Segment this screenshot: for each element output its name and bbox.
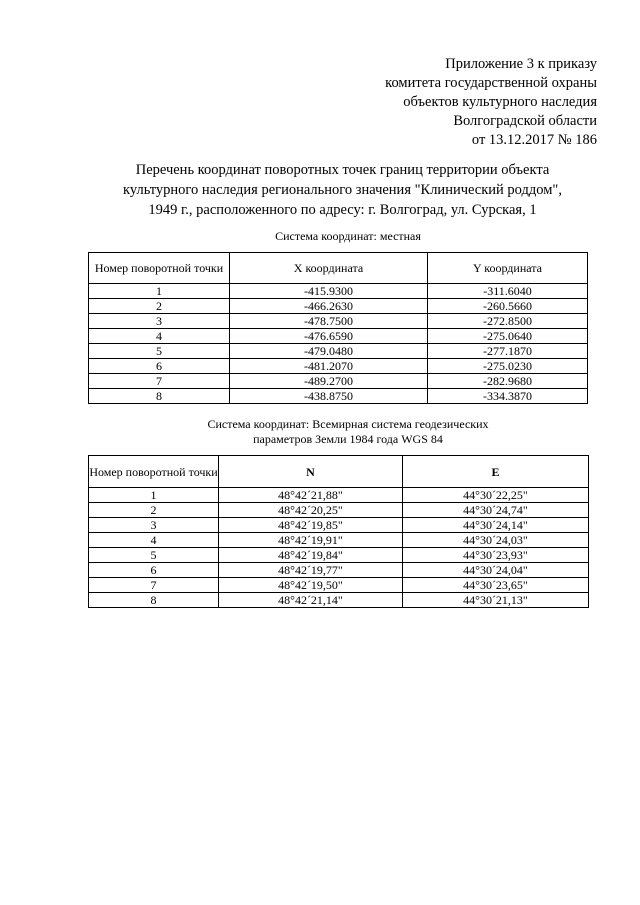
appendix-line: комитета государственной охраны bbox=[385, 75, 597, 91]
cell-point-number: 7 bbox=[89, 578, 219, 593]
cell-n: 48°42´19,84" bbox=[219, 548, 403, 563]
cell-point-number: 1 bbox=[89, 284, 230, 299]
cell-e: 44°30´24,14" bbox=[403, 518, 589, 533]
title-line: культурного наследия регионального значения "Клинический роддом", bbox=[123, 182, 562, 198]
cell-y: -260.5660 bbox=[428, 299, 588, 314]
table-row bbox=[89, 359, 588, 374]
cell-point-number: 6 bbox=[89, 359, 230, 374]
cell-n: 48°42´19,77" bbox=[219, 563, 403, 578]
appendix-header bbox=[385, 55, 597, 150]
table-header-row bbox=[89, 456, 589, 488]
cell-e: 44°30´23,65" bbox=[403, 578, 589, 593]
cell-e: 44°30´24,74" bbox=[403, 503, 589, 518]
table-row bbox=[89, 503, 589, 518]
table-row bbox=[89, 344, 588, 359]
appendix-line: от 13.12.2017 № 186 bbox=[471, 132, 597, 148]
wgs84-coordinates-table bbox=[88, 455, 589, 608]
header-n: N bbox=[219, 456, 403, 488]
cell-x: -481.2070 bbox=[230, 359, 428, 374]
header-point-number: Номер поворотной точки bbox=[89, 456, 219, 488]
cell-n: 48°42´19,50" bbox=[219, 578, 403, 593]
cell-y: -272.8500 bbox=[428, 314, 588, 329]
cell-y: -275.0640 bbox=[428, 329, 588, 344]
local-coordinates-table bbox=[88, 252, 588, 404]
table-row bbox=[89, 314, 588, 329]
appendix-line: Приложение 3 к приказу bbox=[445, 56, 597, 72]
cell-point-number: 3 bbox=[89, 314, 230, 329]
wgs-caption-line: параметров Земли 1984 года WGS 84 bbox=[253, 432, 443, 446]
table-row bbox=[89, 548, 589, 563]
cell-point-number: 3 bbox=[89, 518, 219, 533]
header-x: X координата bbox=[230, 253, 428, 284]
header-y: Y координата bbox=[428, 253, 588, 284]
cell-x: -478.7500 bbox=[230, 314, 428, 329]
cell-n: 48°42´19,85" bbox=[219, 518, 403, 533]
table-row bbox=[89, 578, 589, 593]
cell-x: -466.2630 bbox=[230, 299, 428, 314]
cell-n: 48°42´19,91" bbox=[219, 533, 403, 548]
table-row bbox=[89, 593, 589, 608]
header-e: E bbox=[403, 456, 589, 488]
table-row bbox=[89, 518, 589, 533]
cell-y: -311.6040 bbox=[428, 284, 588, 299]
appendix-line: объектов культурного наследия bbox=[403, 94, 597, 110]
cell-point-number: 8 bbox=[89, 593, 219, 608]
cell-point-number: 5 bbox=[89, 548, 219, 563]
table-row bbox=[89, 488, 589, 503]
local-system-caption: Система координат: местная bbox=[275, 229, 421, 243]
table-row bbox=[89, 533, 589, 548]
cell-e: 44°30´21,13" bbox=[403, 593, 589, 608]
table-row bbox=[89, 329, 588, 344]
cell-point-number: 5 bbox=[89, 344, 230, 359]
cell-x: -476.6590 bbox=[230, 329, 428, 344]
cell-point-number: 8 bbox=[89, 389, 230, 404]
cell-y: -282.9680 bbox=[428, 374, 588, 389]
cell-point-number: 4 bbox=[89, 329, 230, 344]
cell-e: 44°30´24,03" bbox=[403, 533, 589, 548]
cell-n: 48°42´21,14" bbox=[219, 593, 403, 608]
table-row bbox=[89, 299, 588, 314]
wgs-caption-line: Система координат: Всемирная система геодезических bbox=[207, 417, 489, 431]
cell-x: -479.0480 bbox=[230, 344, 428, 359]
table-header-row bbox=[89, 253, 588, 284]
document-title bbox=[70, 160, 615, 220]
table-row bbox=[89, 284, 588, 299]
cell-x: -438.8750 bbox=[230, 389, 428, 404]
table-row bbox=[89, 563, 589, 578]
cell-e: 44°30´24,04" bbox=[403, 563, 589, 578]
cell-point-number: 4 bbox=[89, 533, 219, 548]
cell-point-number: 6 bbox=[89, 563, 219, 578]
cell-point-number: 1 bbox=[89, 488, 219, 503]
cell-y: -277.1870 bbox=[428, 344, 588, 359]
wgs-system-caption bbox=[88, 417, 608, 447]
cell-point-number: 2 bbox=[89, 503, 219, 518]
cell-point-number: 2 bbox=[89, 299, 230, 314]
cell-n: 48°42´21,88" bbox=[219, 488, 403, 503]
cell-y: -275.0230 bbox=[428, 359, 588, 374]
cell-x: -415.9300 bbox=[230, 284, 428, 299]
cell-x: -489.2700 bbox=[230, 374, 428, 389]
title-line: 1949 г., расположенного по адресу: г. Волгоград, ул. Сурская, 1 bbox=[148, 202, 537, 218]
title-line: Перечень координат поворотных точек границ территории объекта bbox=[135, 162, 550, 178]
cell-n: 48°42´20,25" bbox=[219, 503, 403, 518]
cell-point-number: 7 bbox=[89, 374, 230, 389]
cell-e: 44°30´23,93" bbox=[403, 548, 589, 563]
cell-y: -334.3870 bbox=[428, 389, 588, 404]
table-row bbox=[89, 389, 588, 404]
table-row bbox=[89, 374, 588, 389]
header-point-number: Номер поворотной точки bbox=[89, 253, 230, 284]
cell-e: 44°30´22,25" bbox=[403, 488, 589, 503]
appendix-line: Волгоградской области bbox=[453, 113, 597, 129]
